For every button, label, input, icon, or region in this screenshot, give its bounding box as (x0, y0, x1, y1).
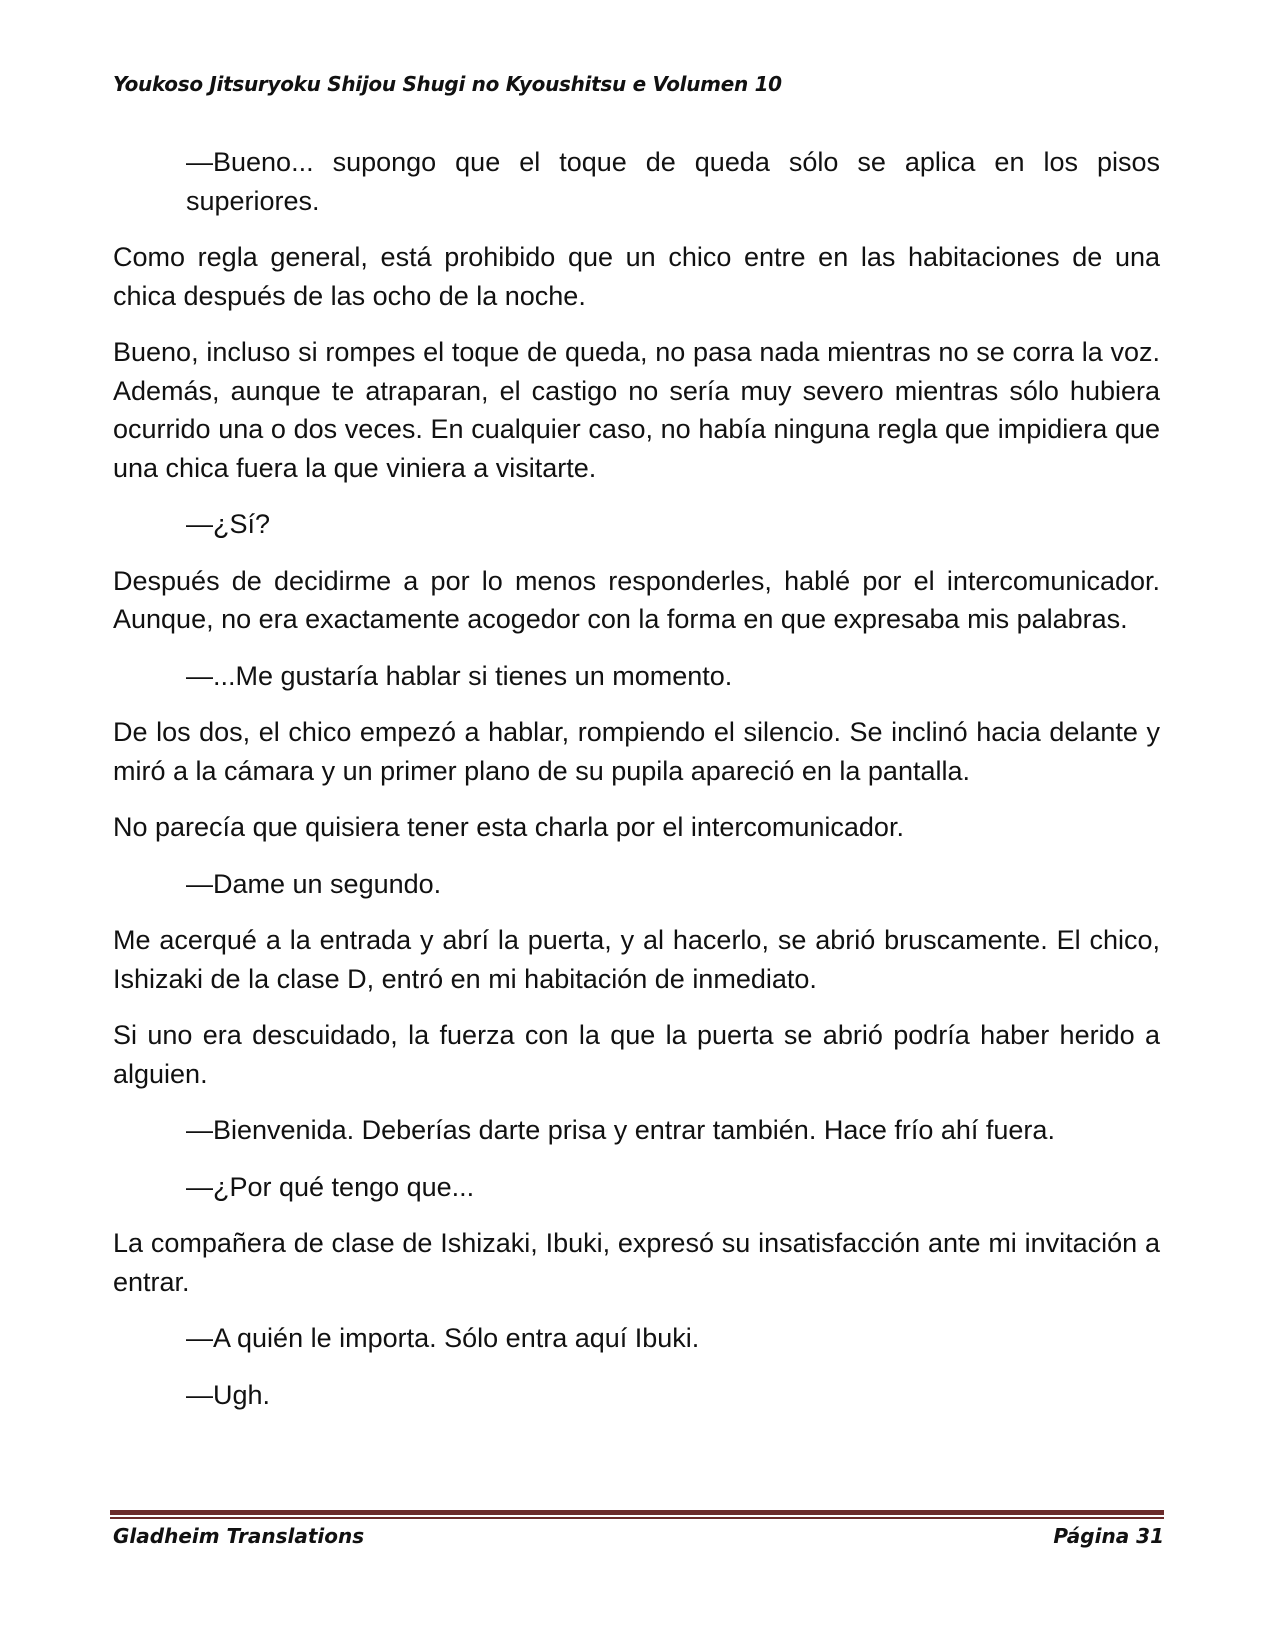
page-header-title: Youkoso Jitsuryoku Shijou Shugi no Kyoushitsu e Volumen 10 (113, 72, 782, 96)
paragraph-dialogue: —Dame un segundo. (186, 868, 442, 899)
paragraph-dialogue: —¿Sí? (186, 509, 271, 539)
footer-divider-thin (110, 1517, 1164, 1519)
paragraph-narration: De los dos, el chico empezó a hablar, rompiendo el silencio. Se inclinó hacia delante y miró a la cámara y un primer plano de su pupila apareció en la pantalla. (113, 717, 1160, 786)
paragraph-narration: Me acerqué a la entrada y abrí la puerta, y al hacerlo, se abrió bruscamente. El chico, Ishizaki de la clase D, entró en mi habitación de inmediato. (113, 925, 1160, 994)
paragraph-narration: Como regla general, está prohibido que un chico entre en las habitaciones de una chica después de las ocho de la noche. (113, 242, 1160, 311)
paragraph-narration: No parecía que quisiera tener esta charla por el intercomunicador. (113, 812, 904, 842)
footer-divider-thick (110, 1510, 1164, 1515)
footer-divider (110, 1510, 1164, 1519)
paragraph-dialogue: —...Me gustaría hablar si tienes un momento. (186, 660, 733, 691)
paragraph-dialogue: —A quién le importa. Sólo entra aquí Ibuki. (186, 1323, 700, 1353)
paragraph-narration: Bueno, incluso si rompes el toque de queda, no pasa nada mientras no se corra la voz. Además, aunque te atraparan, el castigo no sería muy severo mientras sólo hubiera ocurrido una o dos veces. En cualquier caso, no había ninguna regla que impidiera que una chica fuera la que viniera a visitarte. (113, 337, 1160, 483)
page-body (113, 143, 1160, 1414)
paragraph-dialogue: —Bueno... supongo que el toque de queda sólo se aplica en los pisos superiores. (186, 147, 1160, 216)
footer-page-number: Página 31 (1053, 1524, 1164, 1548)
paragraph-narration: Después de decidirme a por lo menos responderles, hablé por el intercomunicador. Aunque, no era exactamente acogedor con la forma en que expresaba mis palabras. (113, 565, 1160, 634)
paragraph-dialogue: —Ugh. (186, 1379, 271, 1410)
paragraph-narration: La compañera de clase de Ishizaki, Ibuki, expresó su insatisfacción ante mi invitación a entrar. (113, 1228, 1160, 1297)
paragraph-narration: Si uno era descuidado, la fuerza con la que la puerta se abrió podría haber herido a alguien. (113, 1020, 1160, 1089)
paragraph-dialogue: —¿Por qué tengo que... (186, 1171, 475, 1202)
footer-translator-credit: Gladheim Translations (113, 1524, 365, 1548)
paragraph-dialogue: —Bienvenida. Deberías darte prisa y entrar también. Hace frío ahí fuera. (186, 1115, 1055, 1145)
